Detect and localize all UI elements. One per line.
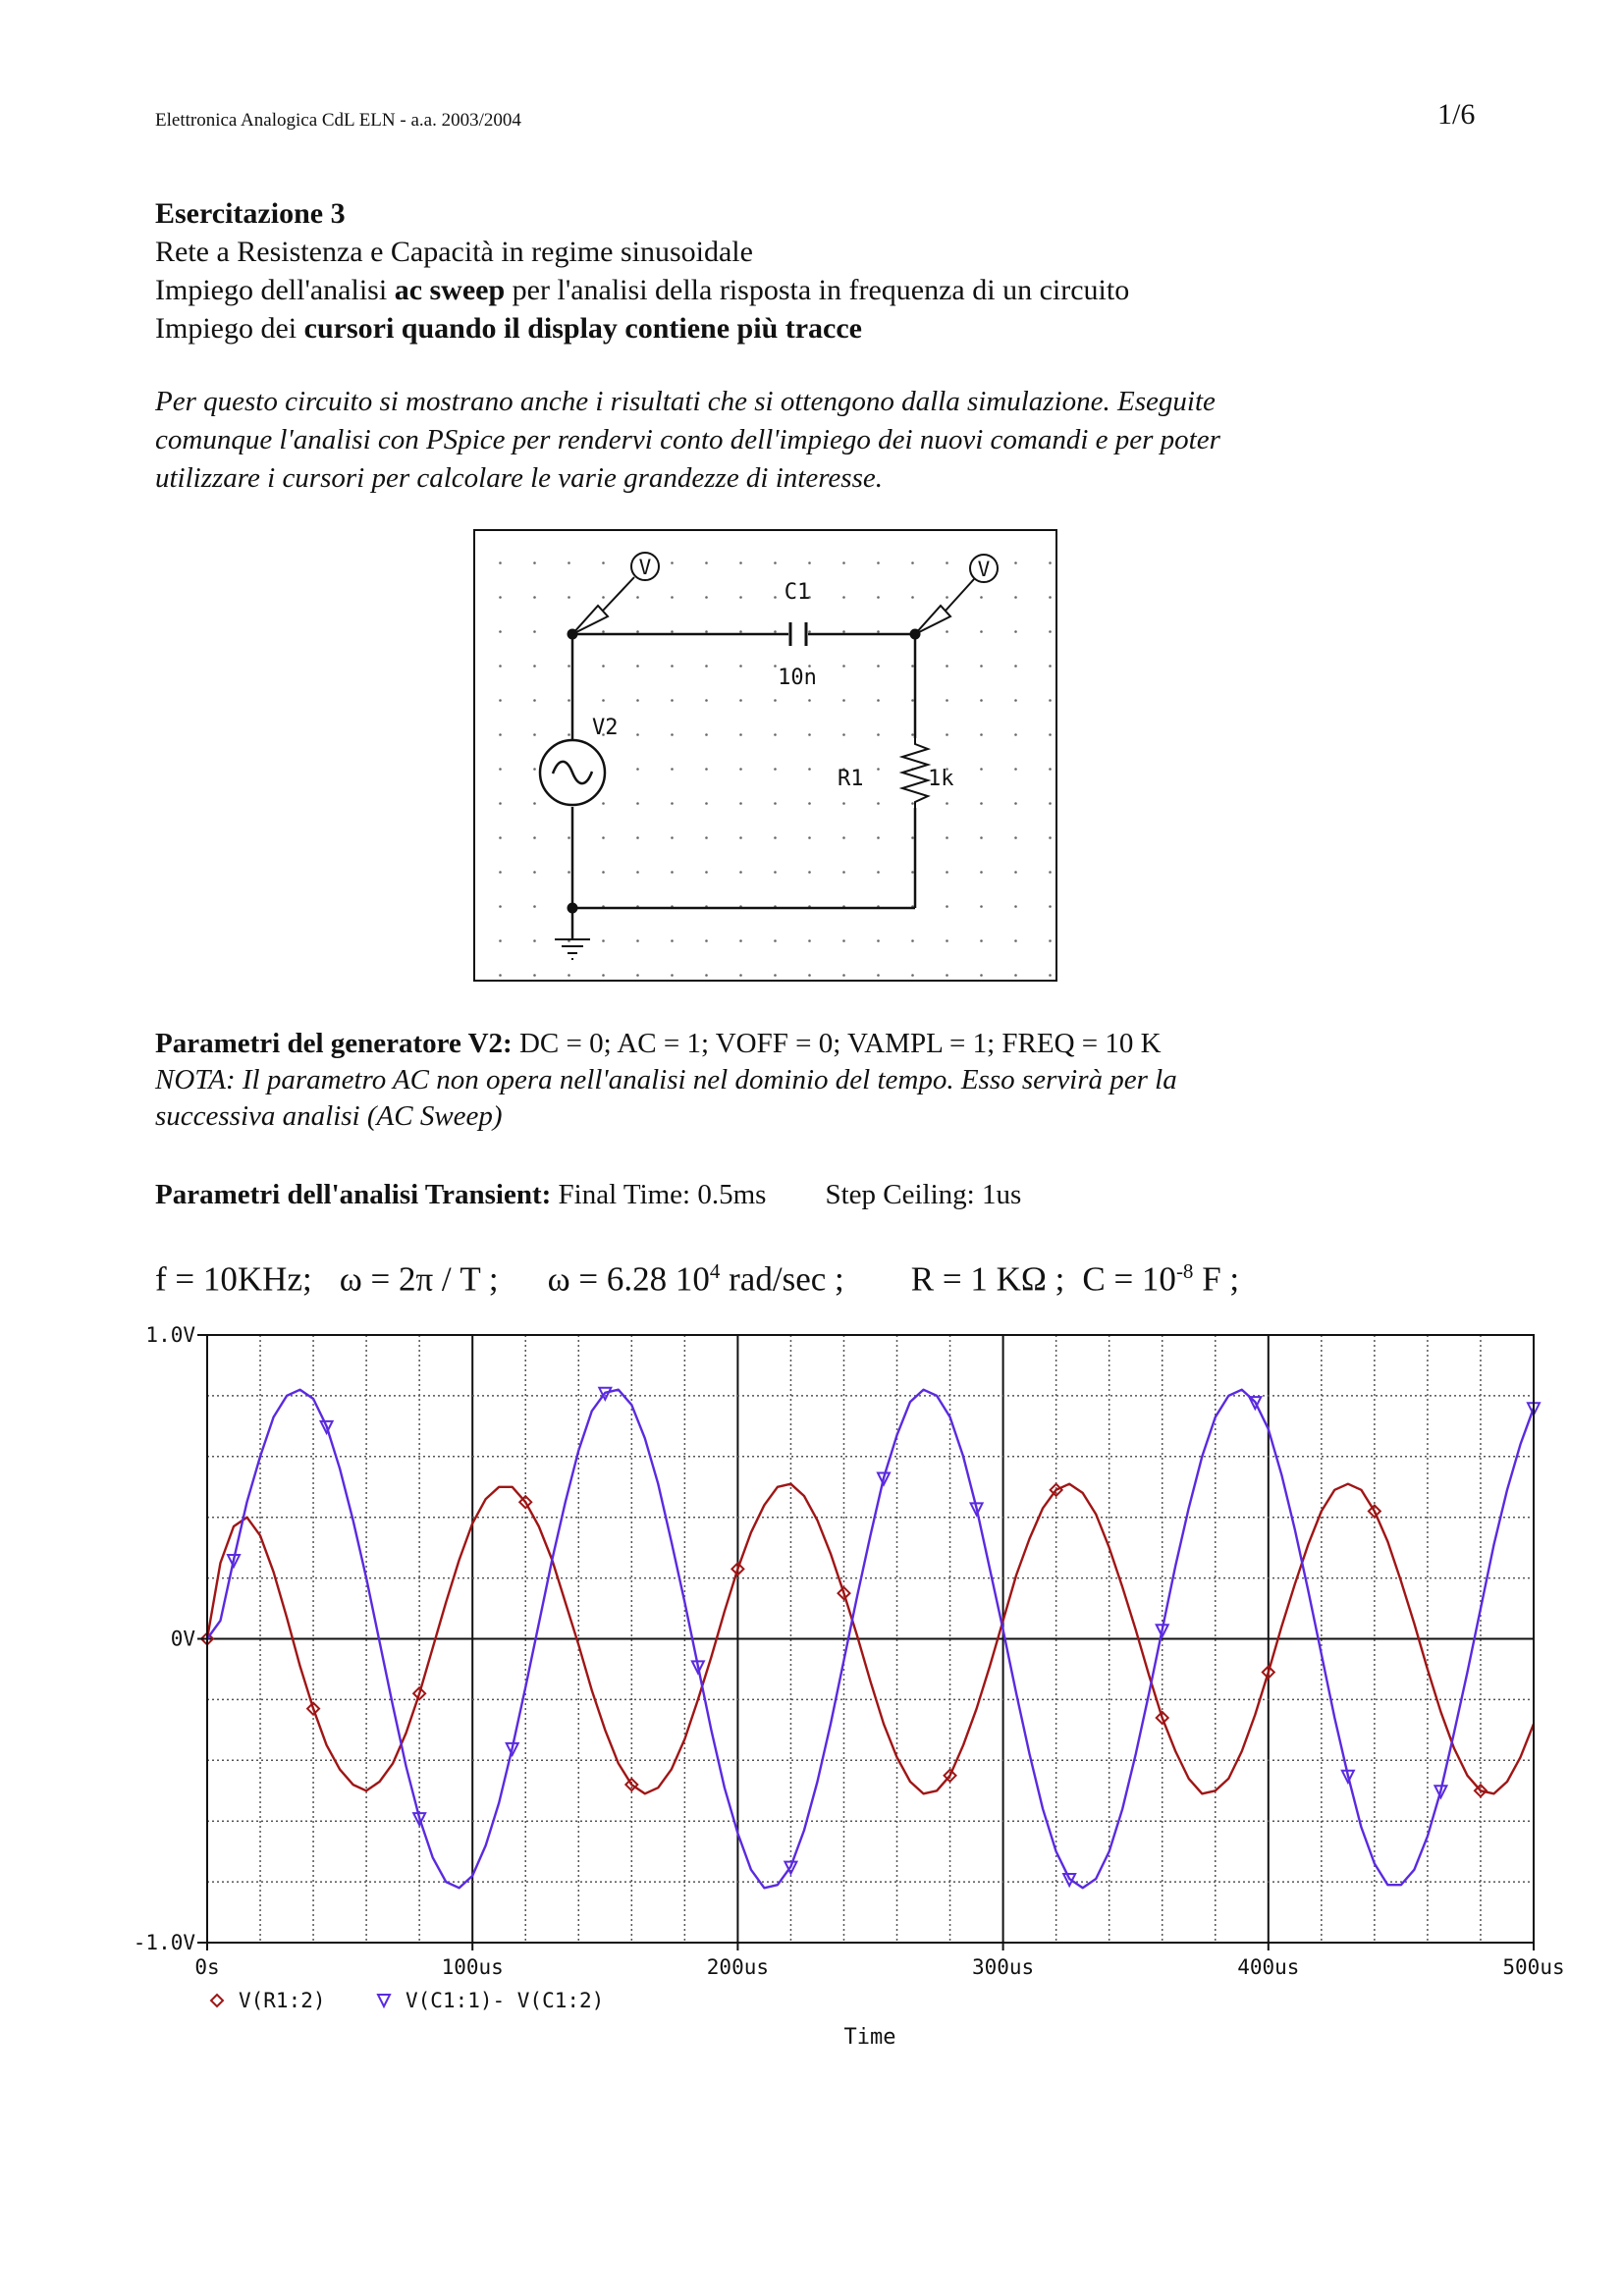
chart-grid xyxy=(207,1335,1534,1943)
generator-note: NOTA: Il parametro AC non opera nell'analisi nel dominio del tempo. Esso servirà per la xyxy=(155,1064,1177,1095)
x-tick-label: 0s xyxy=(194,1955,220,1979)
transient-chart xyxy=(0,1306,1623,2071)
x-tick-label: 300us xyxy=(971,1955,1035,1979)
y-tick-label: 1.0V xyxy=(145,1323,195,1347)
y-tick-label: 0V xyxy=(170,1627,195,1651)
probe-label: V xyxy=(977,558,991,581)
v2-name-label: V2 xyxy=(592,716,619,740)
legend-label: V(C1:1)- V(C1:2) xyxy=(406,1989,605,2012)
x-tick-label: 100us xyxy=(441,1955,504,1979)
title-line-2: Impiego dell'analisi ac sweep per l'analisi della risposta in frequenza di un circuito xyxy=(155,274,1130,306)
junction-dot xyxy=(568,903,578,914)
chart-legend xyxy=(211,1989,604,2012)
page-number: 1/6 xyxy=(1437,98,1476,131)
r1-name-label: R1 xyxy=(838,767,864,791)
generator-params xyxy=(155,1026,1177,1135)
intro-line: comunque l'analisi con PSpice per rendervi conto dell'impiego dei nuovi comandi e per poter xyxy=(155,424,1220,455)
chart-ticks xyxy=(134,1323,1565,1979)
x-tick-label: 400us xyxy=(1237,1955,1300,1979)
intro-line: Per questo circuito si mostrano anche i risultati che si ottengono dalla simulazione. Eseguite xyxy=(155,386,1216,417)
formula-line: f = 10KHz; ω = 2π / T ; ω = 6.28 $10^4$ rad/sec ; R = 1 KΩ ; $C = 10^{-8}$ F ; xyxy=(155,1259,1240,1299)
x-axis-label: Time xyxy=(843,2025,896,2050)
r1-value-label: 1k xyxy=(928,767,954,791)
intro-line: utilizzare i cursori per calcolare le varie grandezze di interesse. xyxy=(155,462,884,494)
x-tick-label: 200us xyxy=(706,1955,770,1979)
title-line-1: Rete a Resistenza e Capacità in regime sinusoidale xyxy=(155,236,753,268)
x-tick-label: 500us xyxy=(1502,1955,1565,1979)
y-tick-label: -1.0V xyxy=(133,1931,195,1954)
probe-label: V xyxy=(638,556,652,579)
generator-line: Parametri del generatore V2: DC = 0; AC = 1; VOFF = 0; VAMPL = 1; FREQ = 10 K xyxy=(155,1028,1162,1059)
c1-value-label: 10n xyxy=(778,666,817,690)
course-header: Elettronica Analogica CdL ELN - a.a. 2003/2004 xyxy=(155,110,521,131)
transient-params: Parametri dell'analisi Transient: Final Time: 0.5ms Step Ceiling: 1us xyxy=(155,1179,1022,1210)
legend-marker-diamond xyxy=(211,1995,223,2006)
generator-note: successiva analisi (AC Sweep) xyxy=(155,1100,503,1132)
legend-label: V(R1:2) xyxy=(239,1989,326,2012)
title-line-3: Impiego dei cursori quando il display contiene più tracce xyxy=(155,312,862,345)
legend-marker-triangle xyxy=(378,1995,390,2006)
circuit-schematic xyxy=(0,0,1623,1021)
exercise-heading: Esercitazione 3 xyxy=(155,197,346,230)
c1-name-label: C1 xyxy=(784,580,811,605)
